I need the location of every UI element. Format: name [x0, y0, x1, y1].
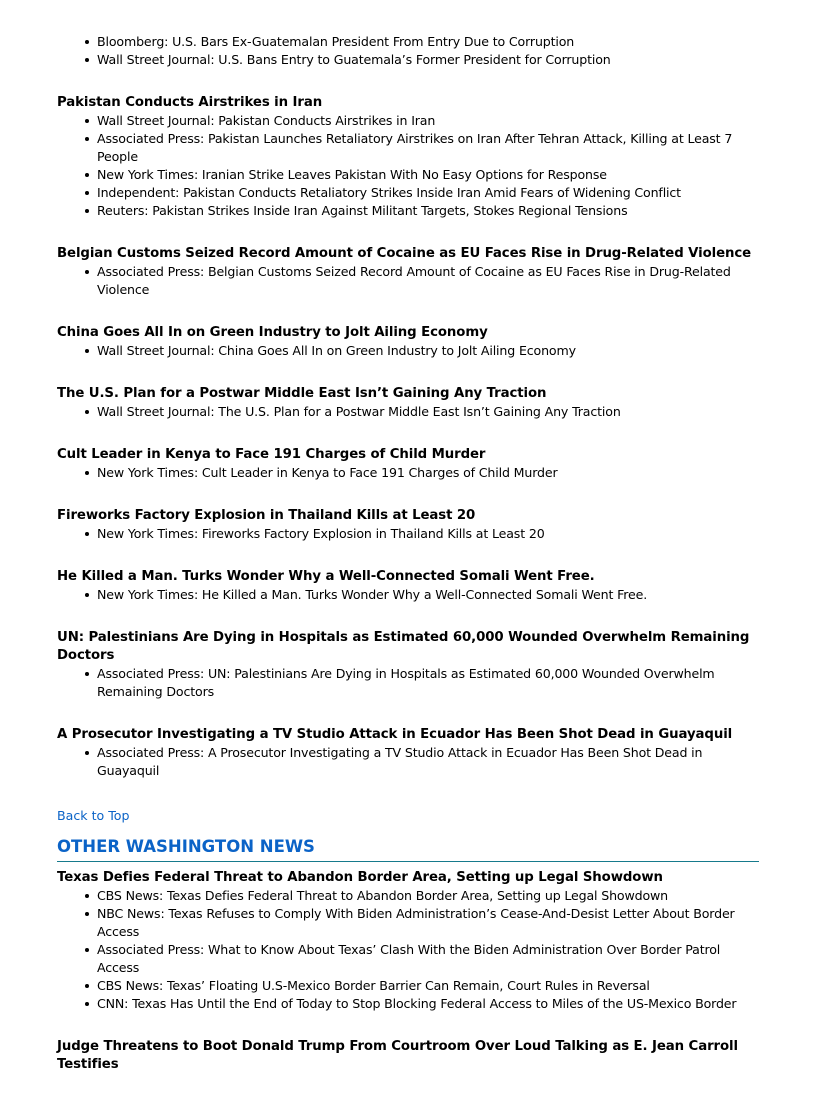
article-link[interactable]: Associated Press: UN: Palestinians Are Dying in Hospitals as Estimated 60,000 Wounded Overwhelm Remaining Doctors — [97, 665, 759, 701]
article-link[interactable]: New York Times: Fireworks Factory Explosion in Thailand Kills at Least 20 — [97, 525, 759, 543]
story-headline: The U.S. Plan for a Postwar Middle East Isn’t Gaining Any Traction — [57, 386, 547, 401]
article-link[interactable]: Associated Press: What to Know About Texas’ Clash With the Biden Administration Over Border Patrol Access — [97, 941, 759, 977]
news-story — [57, 385, 759, 421]
article-link[interactable]: Independent: Pakistan Conducts Retaliatory Strikes Inside Iran Amid Fears of Widening Conflict — [97, 184, 759, 202]
article-link[interactable]: New York Times: Iranian Strike Leaves Pakistan With No Easy Options for Response — [97, 166, 759, 184]
story-headline: Judge Threatens to Boot Donald Trump From Courtroom Over Loud Talking as E. Jean Carroll Testifies — [57, 1039, 738, 1072]
news-story — [57, 629, 759, 701]
article-link[interactable]: CNN: Texas Has Until the End of Today to Stop Blocking Federal Access to Miles of the US-Mexico Border — [97, 995, 759, 1013]
article-link[interactable]: Associated Press: Belgian Customs Seized Record Amount of Cocaine as EU Faces Rise in Drug-Related Violence — [97, 263, 759, 299]
article-link-list — [57, 887, 759, 1013]
article-link[interactable]: Associated Press: A Prosecutor Investigating a TV Studio Attack in Ecuador Has Been Shot Dead in Guayaquil — [97, 744, 759, 780]
news-story — [57, 869, 759, 1013]
article-link-list — [57, 525, 759, 543]
article-link[interactable]: CBS News: Texas’ Floating U.S-Mexico Border Barrier Can Remain, Court Rules in Reversal — [97, 977, 759, 995]
article-link[interactable]: Wall Street Journal: Pakistan Conducts Airstrikes in Iran — [97, 112, 759, 130]
article-link-list — [57, 665, 759, 701]
section-heading: OTHER WASHINGTON NEWS — [57, 836, 759, 862]
news-content — [57, 33, 759, 1099]
story-headline: Fireworks Factory Explosion in Thailand Kills at Least 20 — [57, 508, 476, 523]
story-headline: He Killed a Man. Turks Wonder Why a Well-Connected Somali Went Free. — [57, 569, 595, 584]
article-link-list — [57, 263, 759, 299]
story-headline: Texas Defies Federal Threat to Abandon Border Area, Setting up Legal Showdown — [57, 870, 663, 885]
news-story — [57, 1038, 759, 1074]
news-story — [57, 94, 759, 220]
article-link[interactable]: Bloomberg: U.S. Bars Ex-Guatemalan President From Entry Due to Corruption — [97, 33, 759, 51]
story-headline: China Goes All In on Green Industry to Jolt Ailing Economy — [57, 325, 488, 340]
article-link[interactable]: New York Times: He Killed a Man. Turks Wonder Why a Well-Connected Somali Went Free. — [97, 586, 759, 604]
news-story — [57, 324, 759, 360]
story-headline: Cult Leader in Kenya to Face 191 Charges of Child Murder — [57, 447, 486, 462]
article-link[interactable]: Wall Street Journal: China Goes All In on Green Industry to Jolt Ailing Economy — [97, 342, 759, 360]
news-story — [57, 726, 759, 780]
news-story — [57, 33, 759, 69]
story-headline: UN: Palestinians Are Dying in Hospitals as Estimated 60,000 Wounded Overwhelm Remaining Doctors — [57, 630, 750, 663]
article-link[interactable]: CBS News: Texas Defies Federal Threat to Abandon Border Area, Setting up Legal Showdown — [97, 887, 759, 905]
article-link-list — [57, 342, 759, 360]
article-link[interactable]: Wall Street Journal: U.S. Bans Entry to Guatemala’s Former President for Corruption — [97, 51, 759, 69]
back-to-top-link[interactable]: Back to Top — [57, 808, 130, 823]
article-link-list — [57, 586, 759, 604]
news-story — [57, 568, 759, 604]
article-link[interactable]: Associated Press: Pakistan Launches Retaliatory Airstrikes on Iran After Tehran Attack, Killing at Least 7 People — [97, 130, 759, 166]
news-story — [57, 245, 759, 299]
story-headline: A Prosecutor Investigating a TV Studio Attack in Ecuador Has Been Shot Dead in Guayaquil — [57, 727, 733, 742]
article-link-list — [57, 464, 759, 482]
article-link[interactable]: NBC News: Texas Refuses to Comply With Biden Administration’s Cease-And-Desist Letter About Border Access — [97, 905, 759, 941]
article-link[interactable]: New York Times: Cult Leader in Kenya to Face 191 Charges of Child Murder — [97, 464, 759, 482]
story-headline: Pakistan Conducts Airstrikes in Iran — [57, 95, 323, 110]
article-link-list — [57, 112, 759, 220]
news-story — [57, 507, 759, 543]
article-link[interactable]: Reuters: Pakistan Strikes Inside Iran Against Militant Targets, Stokes Regional Tensions — [97, 202, 759, 220]
article-link[interactable]: Wall Street Journal: The U.S. Plan for a Postwar Middle East Isn’t Gaining Any Traction — [97, 403, 759, 421]
news-story — [57, 446, 759, 482]
section-stories — [57, 869, 759, 1074]
article-link-list — [57, 403, 759, 421]
article-link-list — [57, 33, 759, 69]
story-headline: Belgian Customs Seized Record Amount of Cocaine as EU Faces Rise in Drug-Related Violence — [57, 246, 752, 261]
article-link-list — [57, 744, 759, 780]
